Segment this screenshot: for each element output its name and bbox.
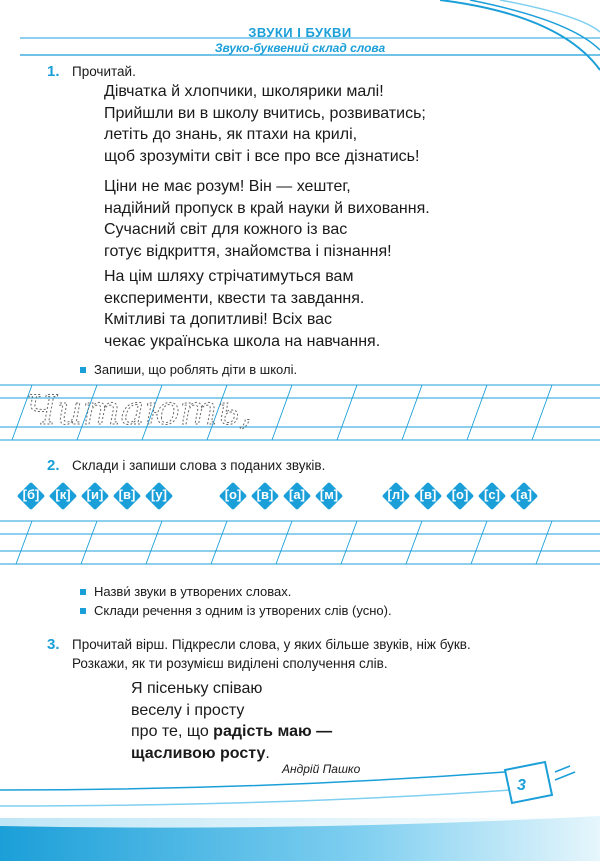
poem-line: чекає українська школа на навчання. bbox=[104, 332, 381, 350]
sound-tile: [б] bbox=[20, 485, 42, 507]
sound-tile: [м] bbox=[318, 485, 340, 507]
sound-tile: [у] bbox=[148, 485, 170, 507]
task-1-bullet: Запиши, що роблять діти в школі. bbox=[80, 362, 297, 377]
poem-line: Ціни не має розум! Він — хештег, bbox=[104, 178, 351, 195]
poem-line: про те, що радість маю — bbox=[131, 723, 333, 740]
task-2-bullet-1: Назви́ звуки в утворених словах. bbox=[80, 584, 291, 599]
bullet-square-icon bbox=[80, 589, 86, 595]
sound-tile: [в] bbox=[254, 485, 276, 507]
sound-tile: [о] bbox=[222, 485, 244, 507]
poem-line: щоб зрозуміти світ і все про все дізнатись! bbox=[104, 147, 420, 165]
task-2-number: 2. bbox=[47, 457, 60, 474]
highlighted-phrase: радість маю — bbox=[213, 723, 333, 740]
sound-tile: [а] bbox=[286, 485, 308, 507]
poem-author: Андрій Пашко bbox=[282, 762, 361, 776]
poem-stanza-3 bbox=[104, 266, 380, 352]
poem-line: надійний пропуск в край науки й виховання. bbox=[104, 199, 430, 217]
sound-tile: [и] bbox=[84, 485, 106, 507]
task-3-instruction-2: Розкажи, як ти розумієш виділені сполучення слів. bbox=[72, 656, 388, 671]
poem-line: Сучасний світ для кожного із вас bbox=[104, 221, 348, 238]
poem-stanza-2 bbox=[104, 176, 430, 262]
section-title: ЗВУКИ І БУКВИ bbox=[248, 25, 352, 40]
sound-tile: [с] bbox=[481, 485, 503, 507]
sound-tile: [в] bbox=[417, 485, 439, 507]
poem-line: На цім шляху стрічатимуться вам bbox=[104, 268, 354, 285]
poem-line: готує відкриття, знайомства і пізнання! bbox=[104, 242, 392, 260]
sound-tile: [о] bbox=[449, 485, 471, 507]
handwriting-sample-text: Читають, bbox=[26, 388, 253, 434]
sound-tile: [л] bbox=[385, 485, 407, 507]
task-3-instruction-1: Прочитай вірш. Підкресли слова, у яких більше звуків, ніж букв. bbox=[72, 637, 471, 652]
section-subtitle: Звуко-буквений склад слова bbox=[214, 41, 386, 55]
handwriting-sample bbox=[20, 378, 253, 438]
task-1-instruction: Прочитай. bbox=[72, 64, 136, 79]
highlighted-phrase: щасливою росту bbox=[131, 744, 266, 762]
sound-tile: [в] bbox=[116, 485, 138, 507]
poem-line: летіть до знань, як птахи на крилі, bbox=[104, 126, 358, 143]
writing-lines-2 bbox=[0, 521, 600, 564]
task-2-instruction: Склади і запиши слова з поданих звуків. bbox=[72, 458, 326, 473]
poem-line: щасливою росту. bbox=[131, 744, 270, 762]
poem-line: Кмітливі та допитливі! Всіх вас bbox=[104, 311, 333, 328]
bullet-square-icon bbox=[80, 367, 86, 373]
sound-tile: [к] bbox=[52, 485, 74, 507]
poem-stanza-1 bbox=[104, 81, 426, 167]
task-3-poem bbox=[131, 678, 332, 764]
poem-line: Я пісеньку співаю bbox=[131, 680, 263, 697]
bullet-square-icon bbox=[80, 608, 86, 614]
task-1-number: 1. bbox=[47, 63, 60, 80]
task-3-number: 3. bbox=[47, 636, 60, 653]
poem-line: Прийшли ви в школу вчитись, розвиватись; bbox=[104, 104, 426, 122]
page-number: 3 bbox=[517, 777, 526, 794]
poem-line: експерименти, квести та завдання. bbox=[104, 289, 365, 307]
sound-tile: [а] bbox=[513, 485, 535, 507]
poem-line: Дівчатка й хлопчики, школярики малі! bbox=[104, 83, 384, 100]
poem-line: веселу і просту bbox=[131, 701, 245, 719]
task-2-bullet-2: Склади речення з одним із утворених слів (усно). bbox=[80, 603, 392, 618]
